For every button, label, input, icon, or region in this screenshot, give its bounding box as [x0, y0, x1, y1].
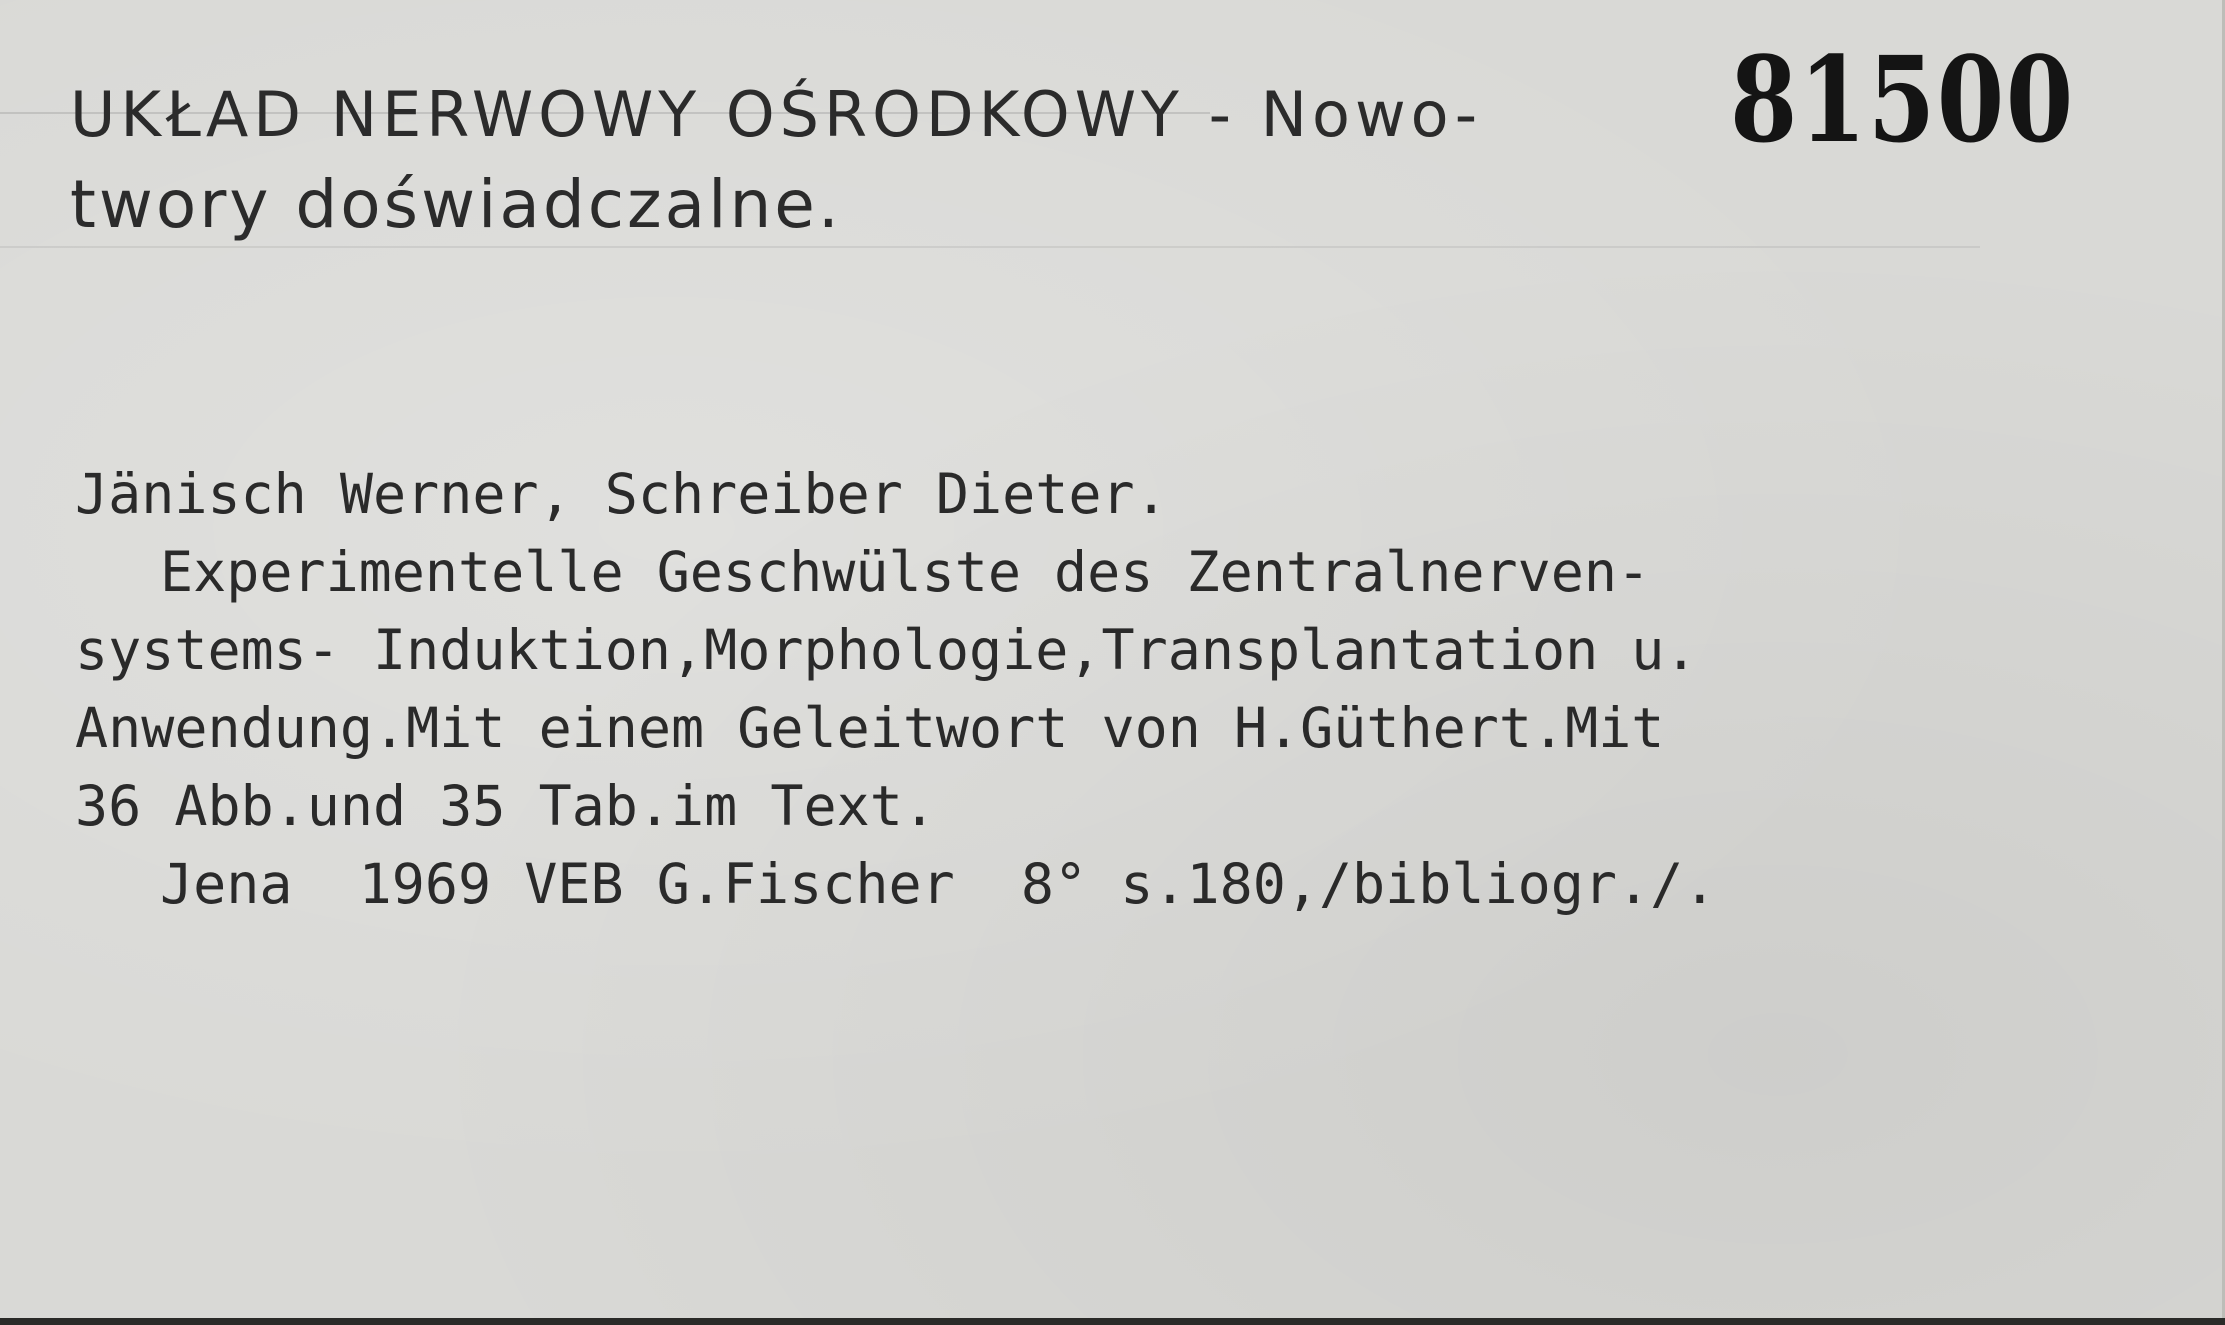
title-line: Anwendung.Mit einem Geleitwort von H.Güthert.Mit [75, 696, 1665, 760]
title-line: 36 Abb.und 35 Tab.im Text. [75, 774, 936, 838]
author-line: Jänisch Werner, Schreiber Dieter. [75, 462, 1168, 526]
call-number: 81500 [1730, 30, 2075, 169]
subject-heading-line-2: twory doświadczalne. [70, 166, 842, 243]
bibliographic-entry [75, 455, 2155, 923]
title-line: Experimentelle Geschwülste des Zentralnerven- [160, 540, 1651, 604]
imprint-line: Jena 1969 VEB G.Fischer 8° s.180,/bibliogr./. [160, 852, 1717, 916]
title-line: systems- Induktion,Morphologie,Transplantation u. [75, 618, 1698, 682]
subject-heading-line-1: UKŁAD NERWOWY OŚRODKOWY - Nowo- [70, 78, 1483, 151]
